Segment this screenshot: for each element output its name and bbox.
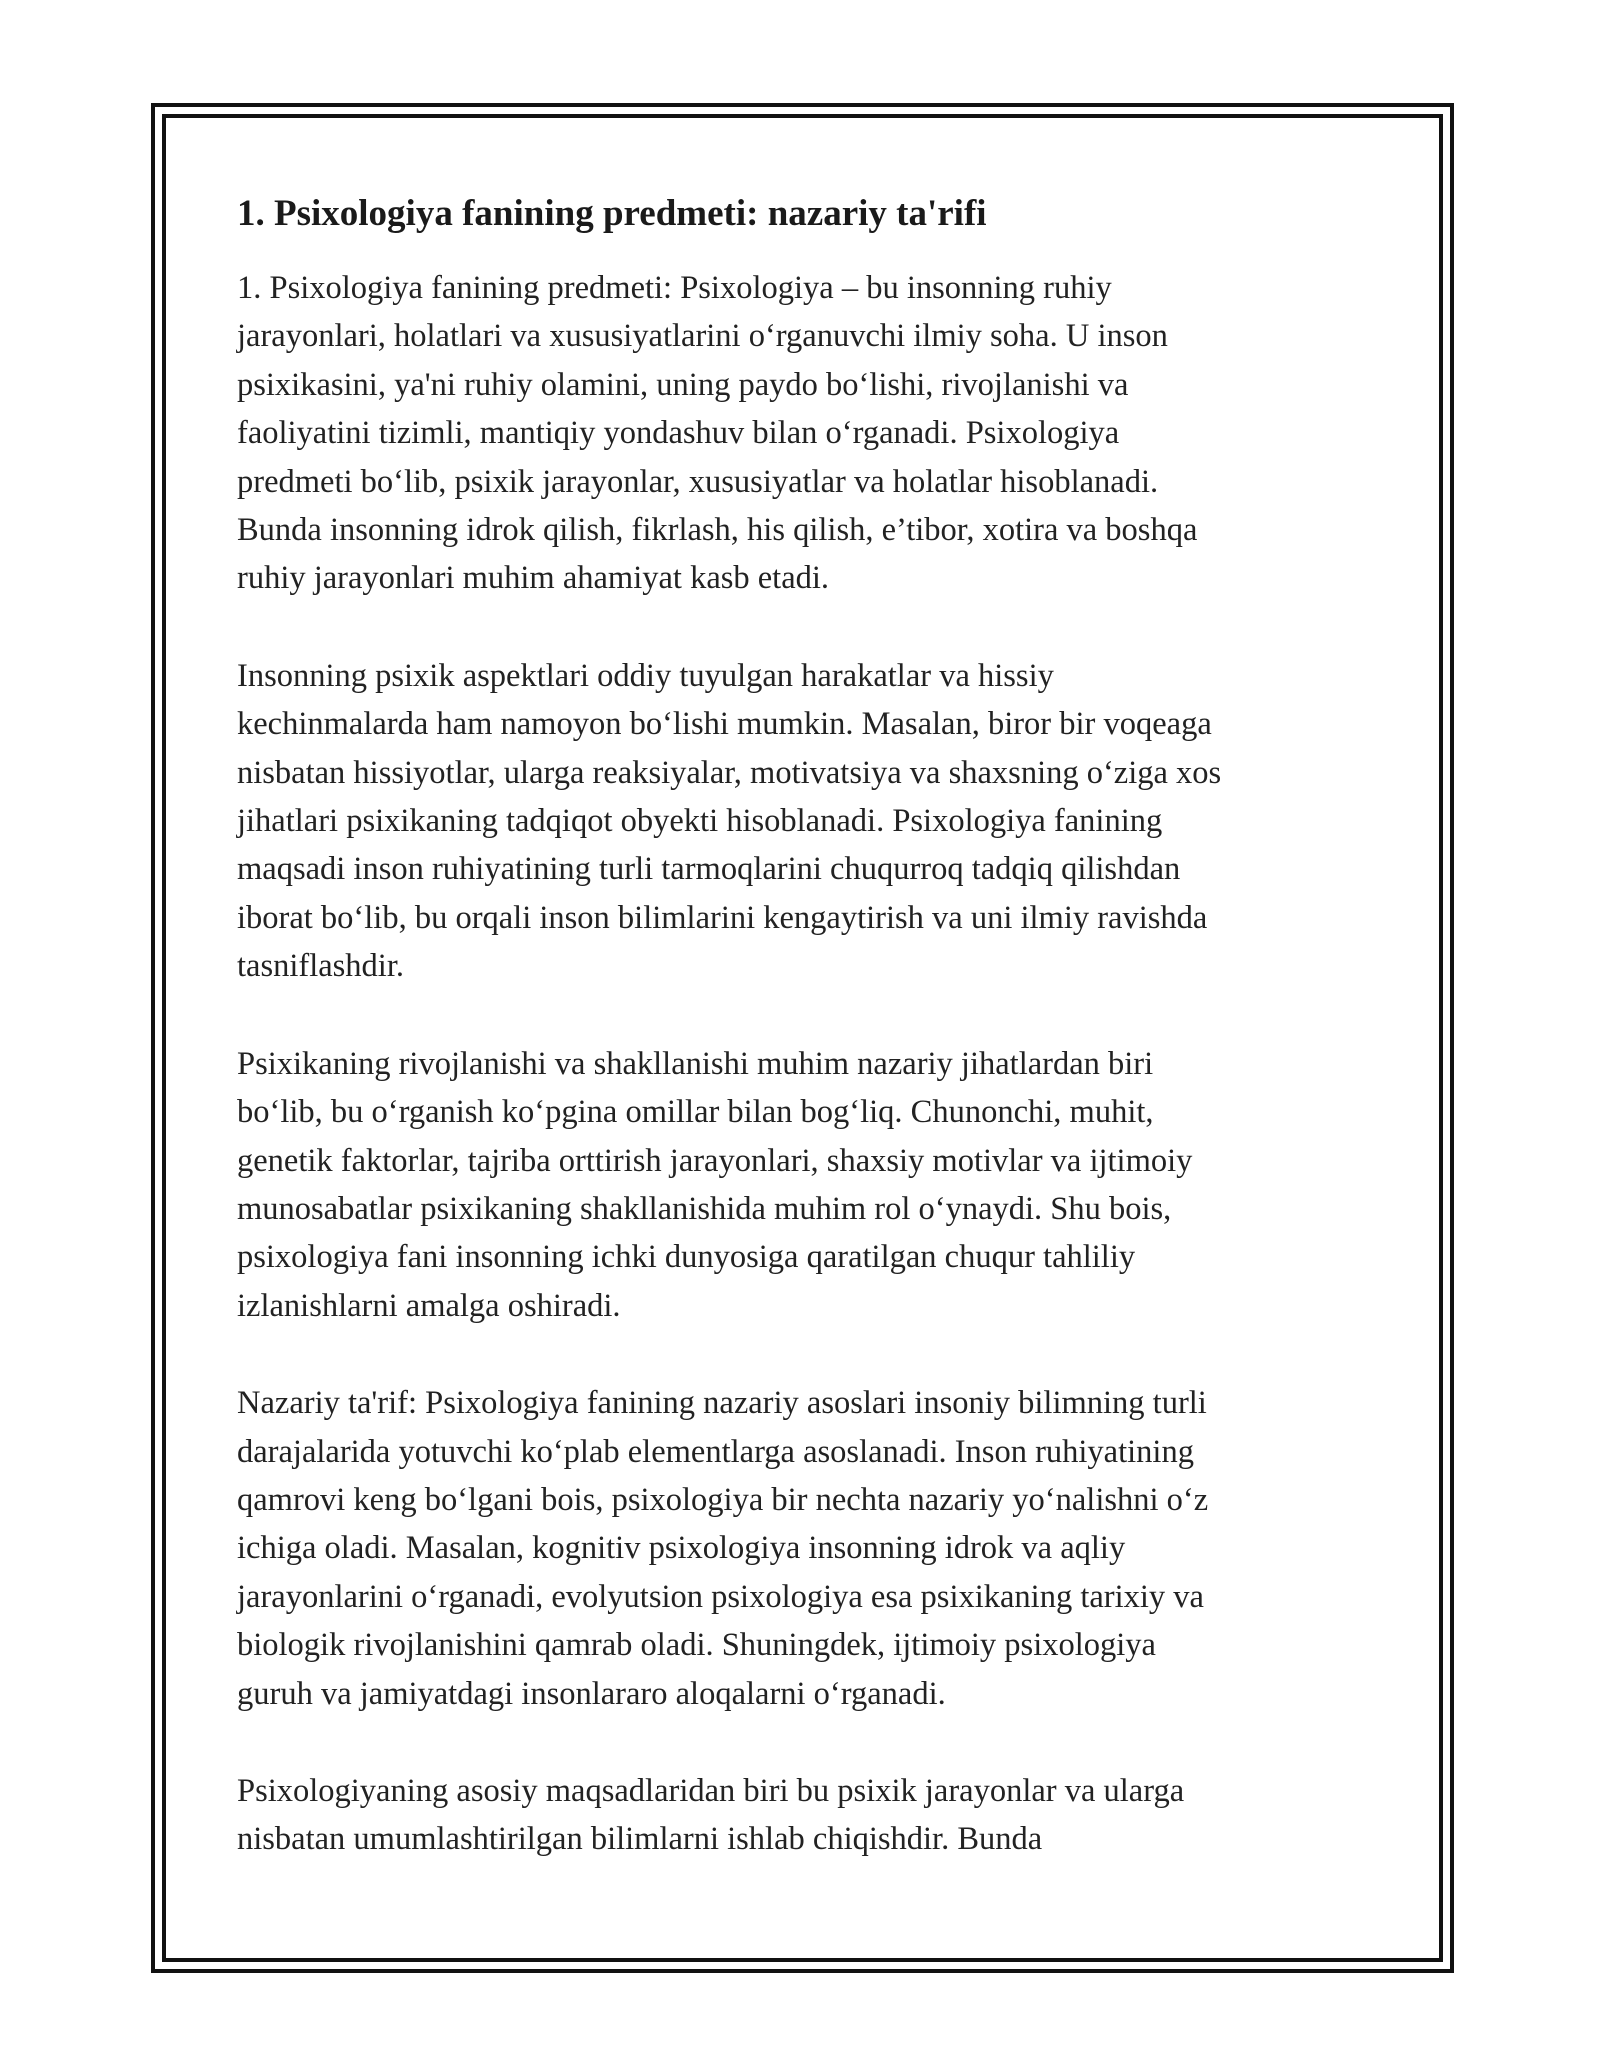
paragraph-line: Psixikaning rivojlanishi va shakllanishi muhim nazariy jihatlardan biri (237, 1045, 1154, 1082)
paragraph-4 (237, 1379, 1357, 1718)
document-title: 1. Psixologiya fanining predmeti: nazariy ta'rifi (237, 193, 987, 234)
paragraph-1 (237, 264, 1357, 603)
paragraph-5 (237, 1767, 1357, 1864)
paragraph-line: maqsadi inson ruhiyatining turli tarmoqlarini chuqurroq tadqiq qilishdan (237, 851, 1181, 888)
paragraph-line: tasniflashdir. (237, 948, 404, 985)
paragraph-line: genetik faktorlar, tajriba orttirish jarayonlari, shaxsiy motivlar va ijtimoiy (237, 1142, 1193, 1179)
document-body (237, 190, 1357, 1913)
paragraph-line: guruh va jamiyatdagi insonlararo aloqalarni o‘rganadi. (237, 1675, 946, 1712)
paragraph-line: qamrovi keng bo‘lgani bois, psixologiya bir nechta nazariy yo‘nalishni o‘z (237, 1481, 1209, 1518)
paragraph-line: nisbatan umumlashtirilgan bilimlarni ishlab chiqishdir. Bunda (237, 1821, 1043, 1858)
paragraph-line: 1. Psixologiya fanining predmeti: Psixologiya – bu insonning ruhiy (237, 270, 1112, 306)
paragraph-2 (237, 652, 1357, 991)
paragraph-line: munosabatlar psixikaning shakllanishida muhim rol o‘ynaydi. Shu bois, (237, 1190, 1172, 1227)
paragraph-line: predmeti bo‘lib, psixik jarayonlar, xususiyatlar va holatlar hisoblanadi. (237, 463, 1159, 500)
paragraph-line: bo‘lib, bu o‘rganish ko‘pgina omillar bilan bog‘liq. Chunonchi, muhit, (237, 1094, 1154, 1131)
paragraph-line: Nazariy ta'rif: Psixologiya fanining nazariy asoslari insoniy bilimning turli (237, 1385, 1207, 1422)
paragraph-3 (237, 1040, 1357, 1330)
paragraph-line: Psixologiyaning asosiy maqsadlaridan biri bu psixik jarayonlar va ularga (237, 1772, 1185, 1809)
paragraph-line: ruhiy jarayonlari muhim ahamiyat kasb etadi. (237, 560, 830, 597)
paragraph-line: psixikasini, ya'ni ruhiy olamini, uning paydo bo‘lishi, rivojlanishi va (237, 366, 1129, 403)
paragraph-line: ichiga oladi. Masalan, kognitiv psixologiya insonning idrok va aqliy (237, 1530, 1126, 1567)
paragraph-line: Bunda insonning idrok qilish, fikrlash, his qilish, e’tibor, xotira va boshqa (237, 512, 1198, 549)
paragraph-line: nisbatan hissiyotlar, ularga reaksiyalar, motivatsiya va shaxsning o‘ziga xos (237, 754, 1222, 791)
paragraph-line: jihatlari psixikaning tadqiqot obyekti hisoblanadi. Psixologiya fanining (237, 803, 1163, 840)
paragraph-line: kechinmalarda ham namoyon bo‘lishi mumkin. Masalan, biror bir voqeaga (237, 706, 1212, 743)
paragraph-line: Insonning psixik aspektlari oddiy tuyulgan harakatlar va hissiy (237, 657, 1054, 694)
paragraph-line: jarayonlarini o‘rganadi, evolyutsion psixologiya esa psixikaning tarixiy va (237, 1578, 1204, 1615)
paragraph-line: iborat bo‘lib, bu orqali inson bilimlarini kengaytirish va uni ilmiy ravishda (237, 899, 1208, 936)
paragraph-line: biologik rivojlanishini qamrab oladi. Shuningdek, ijtimoiy psixologiya (237, 1627, 1156, 1664)
paragraph-line: darajalarida yotuvchi ko‘plab elementlarga asoslanadi. Inson ruhiyatining (237, 1433, 1194, 1470)
paragraph-line: faoliyatini tizimli, mantiqiy yondashuv bilan o‘rganadi. Psixologiya (237, 415, 1120, 452)
paragraph-line: izlanishlarni amalga oshiradi. (237, 1287, 621, 1324)
paragraph-line: psixologiya fani insonning ichki dunyosiga qaratilgan chuqur tahliliy (237, 1239, 1136, 1276)
paragraph-line: jarayonlari, holatlari va xususiyatlarini o‘rganuvchi ilmiy soha. U inson (237, 318, 1168, 355)
